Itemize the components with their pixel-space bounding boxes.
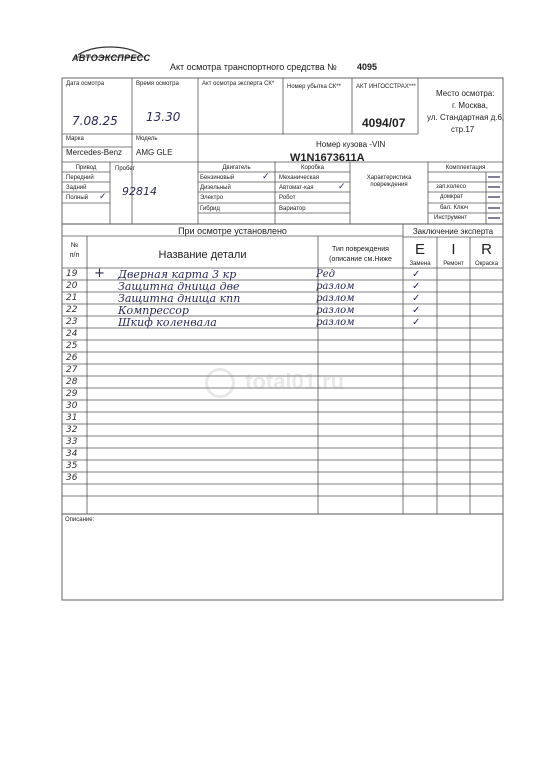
row-number: 19 (66, 269, 78, 279)
col-e-label: E (414, 241, 425, 258)
loss-number-label: Номер убытка СК** (287, 84, 341, 90)
engine-petrol-checkmark: ✓ (262, 172, 270, 182)
place-label: Место осмотра: (436, 89, 495, 98)
part-name: Дверная карта 3 кр (118, 268, 237, 281)
gearbox-option-automatic: Автомат-кая (279, 185, 314, 191)
col-r-sub: Окраска (474, 261, 499, 267)
place-value-1: г. Москва, (452, 101, 488, 110)
damage-type: разлом (316, 281, 355, 292)
kit-option-jack: домкрат (440, 194, 463, 200)
damage-char-label-2: повреждения (370, 182, 408, 188)
replace-checkmark: ✓ (412, 281, 421, 292)
part-name: Шкиф коленвала (118, 316, 217, 329)
row-number: 21 (66, 293, 78, 303)
description-label: Описание: (65, 517, 95, 523)
vin-value: W1N1673611A (290, 152, 365, 164)
row-number: 30 (66, 401, 78, 411)
replace-checkmark: ✓ (412, 293, 421, 304)
model-value: AMG GLE (136, 148, 173, 157)
watermark-text: total01.ru (245, 368, 345, 394)
col-e-sub: Замена (409, 261, 431, 267)
replace-checkmark: ✓ (412, 269, 421, 280)
time-value: 13.30 (146, 110, 181, 124)
damage-type-label-1: Тип повреждения (332, 246, 389, 253)
row-number: 22 (66, 305, 78, 315)
damage-type: Ред (316, 269, 335, 280)
row-number: 26 (66, 353, 78, 363)
damage-type: разлом (316, 293, 355, 304)
drive-option-front: Передний (66, 175, 94, 181)
row-number: 28 (66, 377, 78, 387)
damage-type-label-2: (описание см.Ниже (329, 256, 392, 263)
part-name: Защитна днища две (118, 280, 240, 293)
row-number: 32 (66, 425, 78, 435)
date-value: 7.08.25 (72, 114, 118, 128)
damage-type: разлом (316, 317, 355, 328)
act-title: Акт осмотра транспортного средства № (170, 62, 337, 72)
time-label: Время осмотра (136, 81, 179, 87)
damage-type: разлом (316, 305, 355, 316)
act-number: 4095 (357, 62, 378, 72)
num-label-1: № (70, 242, 79, 249)
col-i-sub: Ремонт (443, 261, 464, 267)
row-number: 27 (66, 365, 78, 375)
place-value-3: стр.17 (451, 125, 475, 134)
row-number: 25 (66, 341, 78, 351)
row-number: 33 (66, 437, 78, 447)
gearbox-option-manual: Механическая (279, 175, 320, 181)
drive-label: Привод (75, 165, 97, 171)
row-number: 23 (66, 317, 78, 327)
date-label: Дата осмотра (66, 81, 105, 87)
brand-value: Mercedes-Benz (66, 148, 123, 157)
watermark (205, 368, 344, 398)
replace-checkmark: ✓ (412, 305, 421, 316)
kit-option-wrench: бал. Ключ (440, 205, 468, 211)
cross-mark: + (94, 266, 105, 281)
row-number: 35 (66, 461, 78, 471)
section-title: При осмотре установлено (178, 226, 287, 236)
row-number: 34 (66, 449, 78, 459)
vin-label: Номер кузова -VIN (316, 140, 386, 149)
brand-label: Марка (66, 136, 84, 142)
gearbox-option-variator: Вариатор (279, 206, 306, 212)
kit-option-tools: Инструмент (434, 215, 468, 221)
damage-char-label-1: Характеристика (366, 175, 412, 181)
logo-text: АВТОЭКСПРЕСС (72, 53, 151, 63)
ingos-act-label: АКТ ИНГОССТРАХ*** (356, 84, 416, 90)
kit-label: Комплектация (445, 165, 486, 171)
part-name: Защитна днища кпп (118, 292, 241, 305)
engine-option-hybrid: Гибрид (200, 206, 220, 212)
replace-checkmark: ✓ (412, 317, 421, 328)
ingos-act-value: 4094/07 (362, 116, 406, 130)
watermark-circle-icon (205, 368, 235, 398)
drive-option-rear: Задний (66, 185, 87, 191)
drive-option-full: Полный (66, 195, 88, 201)
row-number: 36 (66, 473, 78, 483)
mileage-label: Пробег (115, 166, 135, 172)
mileage-value: 92814 (122, 185, 157, 198)
engine-option-petrol: Бензиновый (200, 175, 235, 181)
part-name: Компрессор (118, 304, 189, 317)
engine-option-electric: Электро (200, 195, 224, 201)
row-number: 29 (66, 389, 78, 399)
row-number: 20 (66, 281, 78, 291)
col-i-label: I (451, 241, 456, 258)
row-number: 24 (66, 329, 78, 339)
gearbox-label: Коробка (300, 165, 325, 171)
drive-full-checkmark: ✓ (99, 192, 107, 202)
place-value-2: ул. Стандартная д.6, (427, 113, 505, 122)
conclusion-title: Заключение эксперта (412, 227, 494, 236)
model-label: Модель (136, 136, 158, 142)
part-name-label: Название детали (158, 249, 247, 261)
row-number: 31 (66, 413, 78, 423)
expert-act-label: Акт осмотра эксперта СК* (202, 81, 275, 87)
gearbox-option-robot: Робот (279, 195, 296, 201)
num-label-2: п/п (69, 252, 80, 259)
engine-label: Двигатель (222, 165, 251, 171)
kit-option-spare-wheel: зап.колесо (436, 184, 467, 190)
gearbox-automatic-checkmark: ✓ (338, 182, 346, 192)
col-r-label: R (481, 241, 492, 258)
engine-option-diesel: Дизельный (200, 185, 231, 191)
